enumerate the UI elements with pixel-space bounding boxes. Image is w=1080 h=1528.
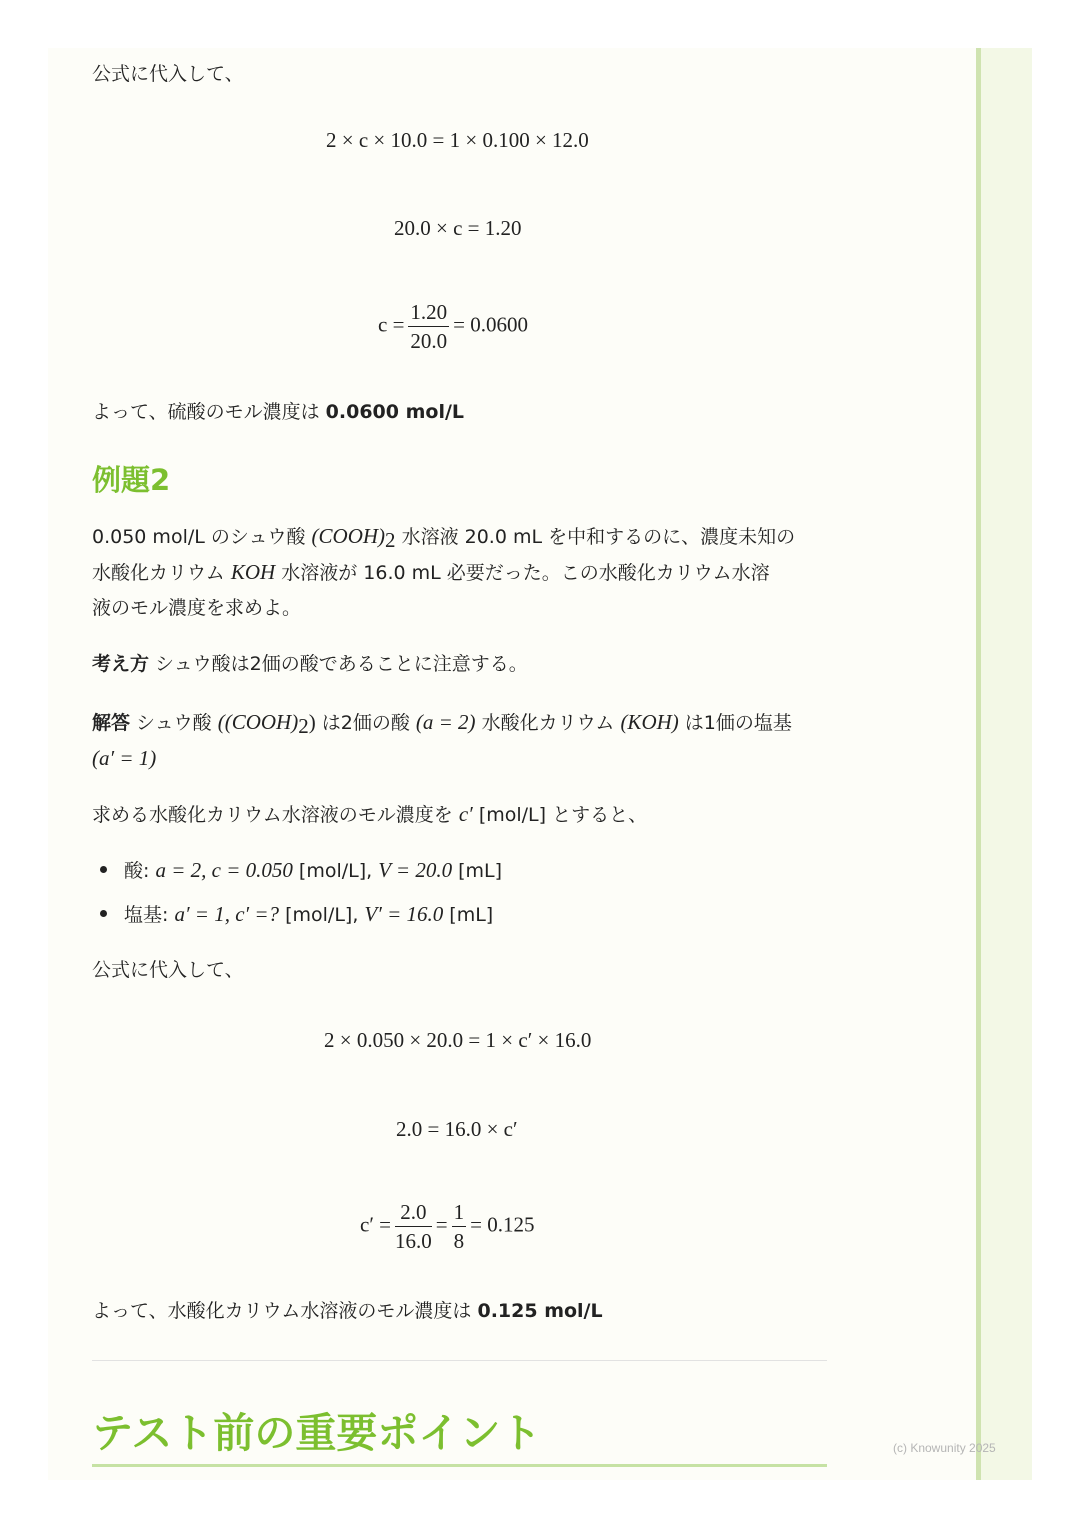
section-title-underline xyxy=(92,1464,827,1467)
eq6-fraction-2 xyxy=(452,1200,467,1253)
bullet-math: a′ = 1, c′ =? xyxy=(174,902,280,926)
eq3-rhs: = 0.0600 xyxy=(453,312,529,337)
approach-text: シュウ酸は2価の酸であることに注意する。 xyxy=(149,653,528,675)
bullet-dot xyxy=(100,910,107,917)
bullet-math: V = 20.0 xyxy=(378,858,453,882)
eq3-lhs: c = xyxy=(378,312,405,337)
answer-line-1 xyxy=(92,704,792,744)
let-variable: c′ xyxy=(458,802,473,826)
problem-line-2 xyxy=(92,554,770,591)
bullet-label: 酸: xyxy=(124,860,156,882)
substitute-label-1: 公式に代入して、 xyxy=(92,63,244,85)
equation-1: 2 × c × 10.0 = 1 × 0.100 × 12.0 xyxy=(326,128,589,152)
koh-formula: (KOH) xyxy=(620,710,679,734)
conclusion-1-value: 0.0600 mol/L xyxy=(325,401,465,423)
bullet-unit: [mL] xyxy=(452,860,503,882)
let-statement xyxy=(92,796,647,833)
let-text: 求める水酸化カリウム水溶液のモル濃度を xyxy=(92,804,459,826)
conclusion-2 xyxy=(92,1293,603,1329)
acid-valence: (a = 2) xyxy=(415,710,476,734)
bullet-unit: [mol/L], xyxy=(292,860,379,882)
problem-text: 水溶液 20.0 mL を中和するのに、濃度未知の xyxy=(395,526,796,548)
conclusion-2-prefix: よって、水酸化カリウム水溶液のモル濃度は xyxy=(92,1300,472,1322)
approach xyxy=(92,646,528,682)
answer-line-2: (a′ = 1) xyxy=(92,746,157,770)
eq3-denominator: 20.0 xyxy=(410,329,448,353)
bullet-unit: [mol/L], xyxy=(279,904,365,926)
answer-text: は2価の酸 xyxy=(315,712,416,734)
substitute-label-2: 公式に代入して、 xyxy=(92,959,244,981)
eq3-fraction xyxy=(408,300,449,353)
conclusion-2-value: 0.125 mol/L xyxy=(477,1300,603,1322)
eq6-denominator-2: 8 xyxy=(453,1229,465,1253)
bullet-label: 塩基: xyxy=(124,904,175,926)
problem-text: 0.050 mol/L のシュウ酸 xyxy=(92,526,312,548)
problem-line-1 xyxy=(92,518,795,558)
bullet-unit: [mL] xyxy=(443,904,494,926)
problem-text: 水溶液が 16.0 mL 必要だった。この水酸化カリウム水溶 xyxy=(275,562,770,584)
equation-6 xyxy=(360,1200,534,1253)
bullet-math: V′ = 16.0 xyxy=(364,902,444,926)
equation-5: 2.0 = 16.0 × c′ xyxy=(396,1117,518,1141)
eq6-equals: = xyxy=(435,1212,448,1237)
oxalic-acid-formula: (COOH) xyxy=(311,524,386,548)
problem-text: 水酸化カリウム xyxy=(92,562,231,584)
eq3-numerator: 1.20 xyxy=(408,300,449,327)
answer-text: シュウ酸 xyxy=(130,712,218,734)
answer-text: 水酸化カリウム xyxy=(475,712,621,734)
bullet-base xyxy=(124,896,493,933)
answer-text: は1価の塩基 xyxy=(678,712,792,734)
conclusion-1-prefix: よって、硫酸のモル濃度は xyxy=(92,401,320,423)
conclusion-1 xyxy=(92,394,464,430)
eq6-numerator-2: 1 xyxy=(452,1200,467,1227)
oxalic-acid-formula: ((COOH) xyxy=(217,710,299,734)
formula-subscript: 2 xyxy=(298,714,309,738)
problem-line-3: 液のモル濃度を求めよ。 xyxy=(92,597,302,619)
formula-close-paren: ) xyxy=(308,710,316,734)
eq6-fraction-1 xyxy=(395,1200,432,1253)
bullet-acid xyxy=(124,852,502,889)
eq6-numerator-1: 2.0 xyxy=(395,1200,432,1227)
bullet-dot xyxy=(100,866,107,873)
bullet-math: a = 2, c = 0.050 xyxy=(155,858,293,882)
equation-2: 20.0 × c = 1.20 xyxy=(394,216,522,240)
approach-label: 考え方 xyxy=(92,653,150,675)
eq6-denominator-1: 16.0 xyxy=(395,1229,432,1253)
example2-title: 例題2 xyxy=(92,463,171,497)
eq6-lhs: c′ = xyxy=(360,1212,392,1237)
eq6-rhs: = 0.125 xyxy=(470,1212,535,1237)
let-text: [mol/L] とすると、 xyxy=(472,804,648,826)
page-sidebar xyxy=(976,48,1032,1480)
koh-formula: KOH xyxy=(230,560,276,584)
equation-4: 2 × 0.050 × 20.0 = 1 × c′ × 16.0 xyxy=(324,1028,592,1052)
document-page xyxy=(48,48,1032,1480)
equation-3 xyxy=(378,300,528,353)
formula-subscript: 2 xyxy=(385,528,396,552)
section-divider xyxy=(92,1360,827,1361)
answer-label: 解答 xyxy=(92,712,131,734)
copyright-text: (c) Knowunity 2025 xyxy=(893,1441,996,1455)
section-title: テスト前の重要ポイント xyxy=(92,1409,542,1457)
